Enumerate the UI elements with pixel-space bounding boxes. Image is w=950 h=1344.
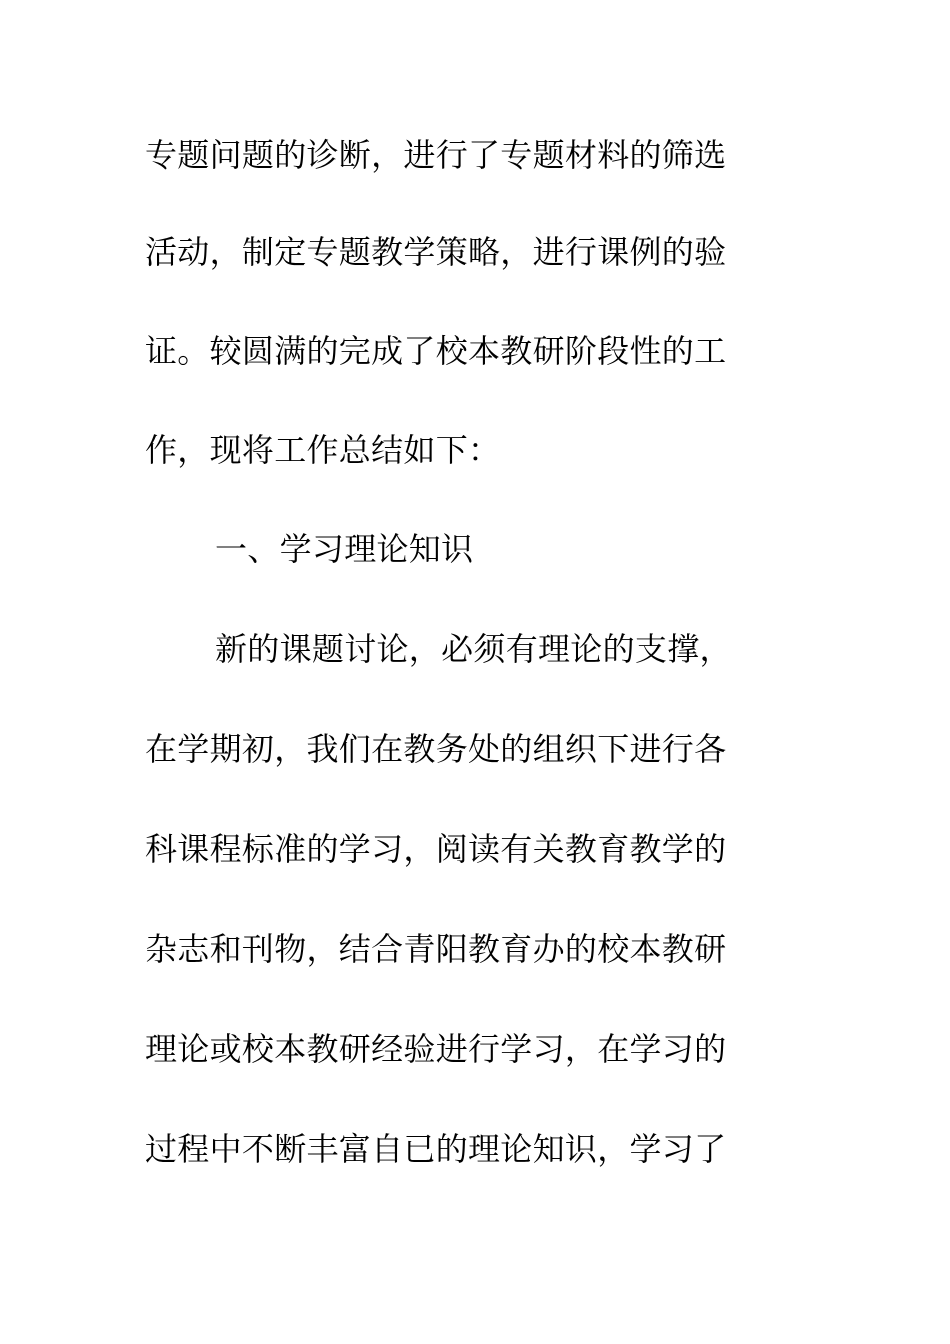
text-line: 过程中不断丰富自已的理论知识，学习了 bbox=[145, 1130, 727, 1168]
section-heading: 一、学习理论知识 bbox=[215, 530, 474, 568]
text-line: 杂志和刊物，结合青阳教育办的校本教研 bbox=[145, 930, 727, 968]
paragraph-first-line: 新的课题讨论，必须有理论的支撑， bbox=[215, 630, 732, 668]
text-line: 科课程标准的学习，阅读有关教育教学的 bbox=[145, 830, 727, 868]
text-line: 在学期初，我们在教务处的组织下进行各 bbox=[145, 730, 727, 768]
text-line: 作，现将工作总结如下： bbox=[145, 431, 501, 469]
text-line: 活动，制定专题教学策略，进行课例的验 bbox=[145, 233, 727, 271]
text-line: 理论或校本教研经验进行学习，在学习的 bbox=[145, 1030, 727, 1068]
text-line: 证。较圆满的完成了校本教研阶段性的工 bbox=[145, 332, 727, 370]
text-line: 专题问题的诊断，进行了专题材料的筛选 bbox=[145, 136, 727, 174]
